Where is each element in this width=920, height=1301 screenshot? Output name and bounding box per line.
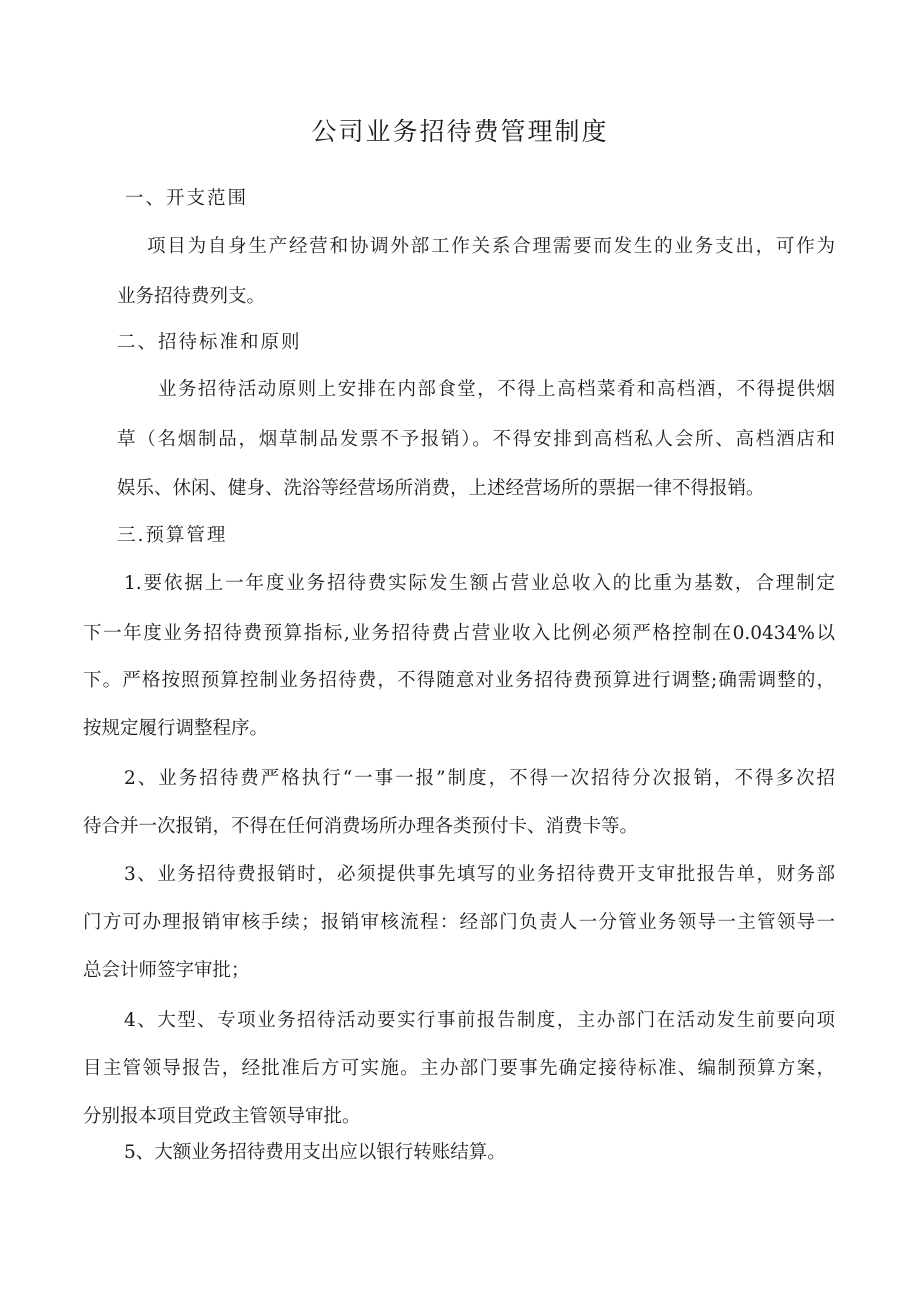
list-item-line: 5、大额业务招待费用支出应以银行转账结算。 <box>124 1142 506 1163</box>
section-heading-standards: 二、招待标准和原则 <box>117 332 302 353</box>
list-item-line: 3、业务招待费报销时，必须提供事先填写的业务招待费开支审批报告单，财务部 <box>124 864 835 885</box>
list-item-line: 按规定履行调整程序。 <box>83 718 269 739</box>
paragraph-line: 娱乐、休闲、健身、洗浴等经营场所消费，上述经营场所的票据一律不得报销。 <box>117 478 765 499</box>
list-item-line: 待合并一次报销，不得在任何消费场所办理各类预付卡、消费卡等。 <box>83 816 639 837</box>
paragraph-line: 项目为自身生产经营和协调外部工作关系合理需要而发生的业务支出，可作为 <box>147 236 835 257</box>
list-item-line: 总会计师签字审批； <box>83 960 250 981</box>
list-item-line: 下一年度业务招待费预算指标,业务招待费占营业收入比例必须严格控制在0.0434%以 <box>83 623 835 644</box>
list-item-line: 2、业务招待费严格执行“一事一报”制度，不得一次招待分次报销，不得多次招 <box>124 768 835 789</box>
list-item-line: 1.要依据上一年度业务招待费实际发生额占营业总收入的比重为基数，合理制定 <box>124 573 835 594</box>
section-heading-budget: 三.预算管理 <box>117 525 228 546</box>
paragraph-line: 业务招待费列支。 <box>117 286 266 307</box>
list-item-line: 目主管领导报告，经批准后方可实施。主办部门要事先确定接待标准、编制预算方案， <box>83 1058 835 1079</box>
list-item-line: 4、大型、专项业务招待活动要实行事前报告制度，主办部门在活动发生前要向项 <box>124 1010 835 1031</box>
list-item-line: 分别报本项目党政主管领导审批。 <box>83 1106 361 1127</box>
paragraph-line: 业务招待活动原则上安排在内部食堂，不得上高档菜肴和高档酒，不得提供烟 <box>158 379 835 400</box>
list-item-line: 门方可办理报销审核手续；报销审核流程：经部门负责人一分管业务领导一主管领导一 <box>83 912 835 933</box>
list-item-line: 下。严格按照预算控制业务招待费，不得随意对业务招待费预算进行调整;确需调整的， <box>83 670 835 691</box>
document-title: 公司业务招待费管理制度 <box>311 117 609 146</box>
section-heading-scope: 一、开支范围 <box>125 188 249 209</box>
paragraph-line: 草（名烟制品，烟草制品发票不予报销）。不得安排到高档私人会所、高档酒店和 <box>117 429 835 450</box>
